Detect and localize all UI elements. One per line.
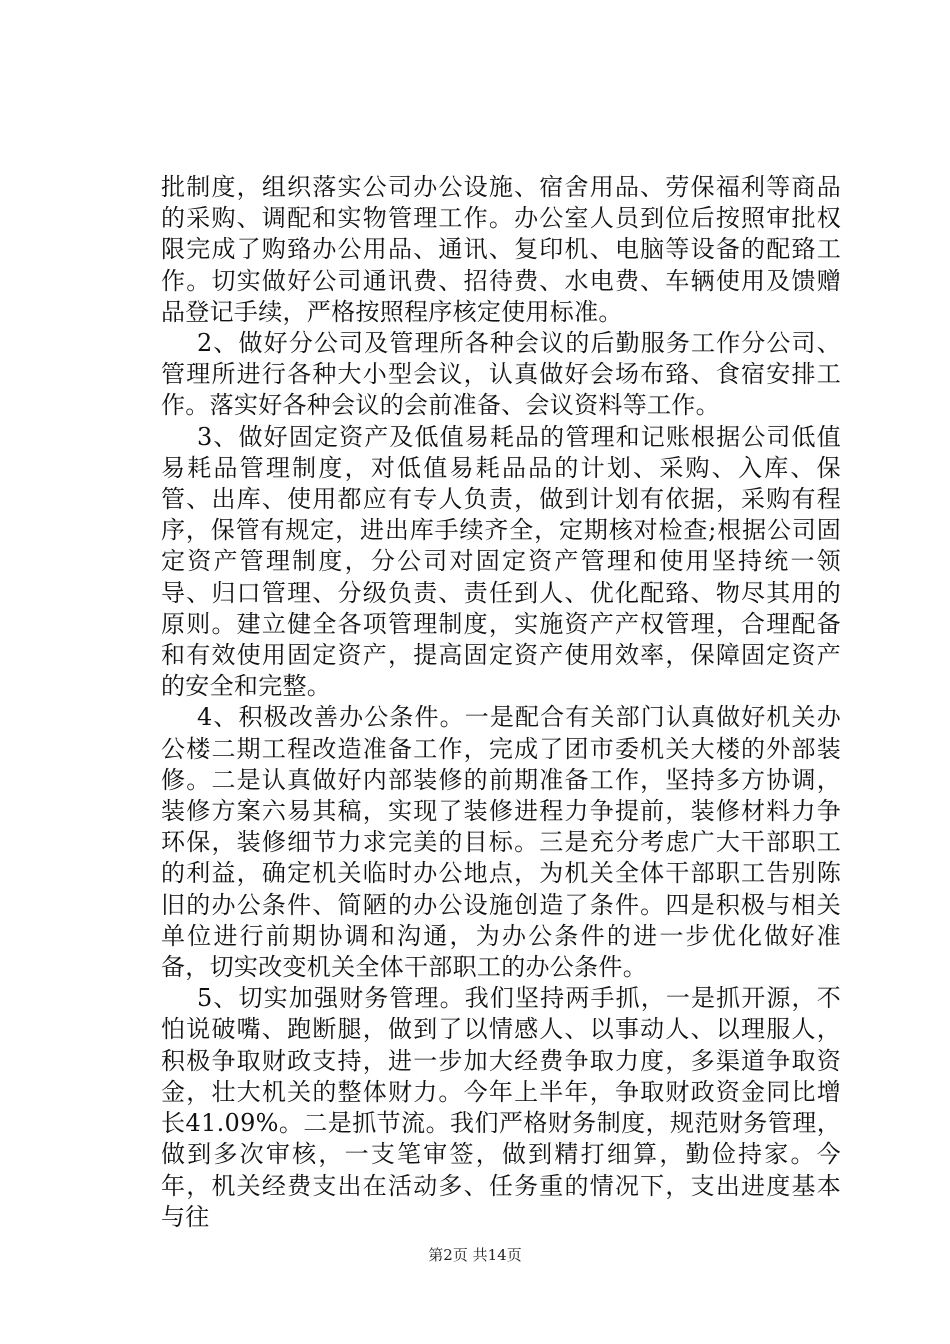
document-body bbox=[161, 172, 841, 1233]
paragraph-item-3: 3、做好固定资产及低值易耗品的管理和记账根据公司低值易耗品管理制度，对低值易耗品品的计划、采购、入库、保管、出库、使用都应有专人负责，做到计划有依据，采购有程序，保管有规定，进出库手续齐全，定期核对检查;根据公司固定资产管理制度，分公司对固定资产管理和使用坚持统一领导、归口管理、分级负责、责任到人、优化配臵、物尽其用的原则。建立健全各项管理制度，实施资产产权管理，合理配备和有效使用固定资产，提高固定资产使用效率，保障固定资产的安全和完整。 bbox=[161, 422, 841, 701]
paragraph-continuation: 批制度，组织落实公司办公设施、宿舍用品、劳保福利等商品的采购、调配和实物管理工作。办公室人员到位后按照审批权限完成了购臵办公用品、通讯、复印机、电脑等设备的配臵工作。切实做好公司通讯费、招待费、水电费、车辆使用及馈赠品登记手续，严格按照程序核定使用标准。 bbox=[161, 173, 841, 326]
paragraph-item-5: 5、切实加强财务管理。我们坚持两手抓，一是抓开源，不怕说破嘴、跑断腿，做到了以情感人、以事动人、以理服人，积极争取财政支持，进一步加大经费争取力度，多渠道争取资金，壮大机关的整体财力。今年上半年，争取财政资金同比增长41.09%。二是抓节流。我们严格财务制度，规范财务管理，做到多次审核，一支笔审签，做到精打细算，勤俭持家。今年，机关经费支出在活动多、任务重的情况下，支出进度基本与往 bbox=[161, 984, 841, 1231]
page-number-footer: 第2页 共14页 bbox=[428, 1246, 522, 1264]
paragraph-item-4: 4、积极改善办公条件。一是配合有关部门认真做好机关办公楼二期工程改造准备工作，完成了团市委机关大楼的外部装修。二是认真做好内部装修的前期准备工作，坚持多方协调，装修方案六易其稿，实现了装修进程力争提前，装修材料力争环保，装修细节力求完美的目标。三是充分考虑广大干部职工的利益，确定机关临时办公地点，为机关全体干部职工告别陈旧的办公条件、简陋的办公设施创造了条件。四是积极与相关单位进行前期协调和沟通，为办公条件的进一步优化做好准备，切实改变机关全体干部职工的办公条件。 bbox=[161, 703, 841, 982]
paragraph-item-2: 2、做好分公司及管理所各种会议的后勤服务工作分公司、管理所进行各种大小型会议，认真做好会场布臵、食宿安排工作。落实好各种会议的会前准备、会议资料等工作。 bbox=[161, 329, 841, 420]
